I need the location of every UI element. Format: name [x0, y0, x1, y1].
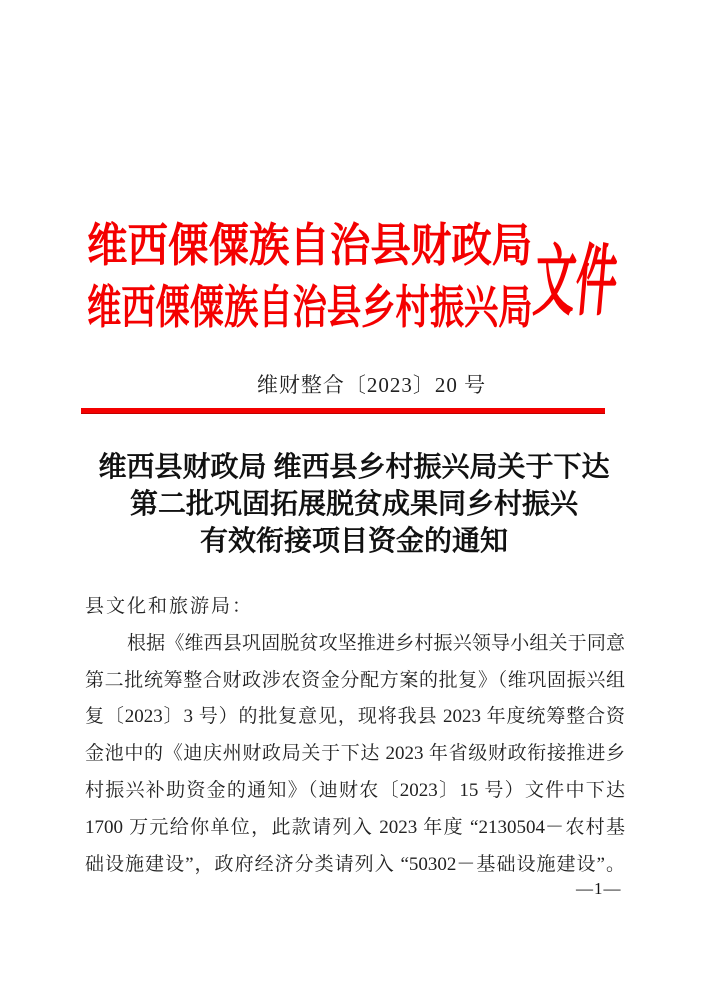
document-title-line-3: 有效衔接项目资金的通知 — [199, 526, 508, 557]
body-line: 第二批统筹整合财政涉农资金分配方案的批复》（维巩固振兴组 — [85, 669, 625, 691]
document-reference-number: 维财整合〔2023〕20 号 — [256, 373, 487, 397]
letterhead-agency-line-2: 维西傈僳族自治县乡村振兴局 — [87, 282, 533, 333]
document-body — [85, 589, 625, 883]
body-line: 根据《维西县巩固脱贫攻坚推进乡村振兴领导小组关于同意 — [127, 632, 625, 654]
page-number: —1— — [576, 879, 622, 898]
body-line: 复〔2023〕3 号）的批复意见，现将我县 2023 年度统筹整合资 — [85, 706, 625, 728]
document-title-line-1: 维西县财政局 维西县乡村振兴局关于下达 — [98, 452, 610, 483]
letterhead-doc-type-label: 文件 — [530, 238, 621, 325]
body-salutation: 县文化和旅游局： — [85, 596, 254, 617]
letterhead-agency-line-1: 维西傈僳族自治县财政局 — [87, 220, 533, 271]
red-separator-rule — [81, 408, 605, 414]
body-line: 金池中的《迪庆州财政局关于下达 2023 年省级财政衔接推进乡 — [85, 743, 625, 765]
body-line: 1700 万元给你单位，此款请列入 2023 年度 “2130504－农村基 — [85, 816, 625, 838]
document-title-line-2: 第二批巩固拓展脱贫成果同乡村振兴 — [129, 489, 578, 520]
body-line: 村振兴补助资金的通知》（迪财农〔2023〕15 号）文件中下达 — [85, 779, 625, 801]
body-line: 础设施建设”，政府经济分类请列入 “50302－基础设施建设”。 — [85, 853, 625, 875]
document-title — [84, 449, 624, 560]
